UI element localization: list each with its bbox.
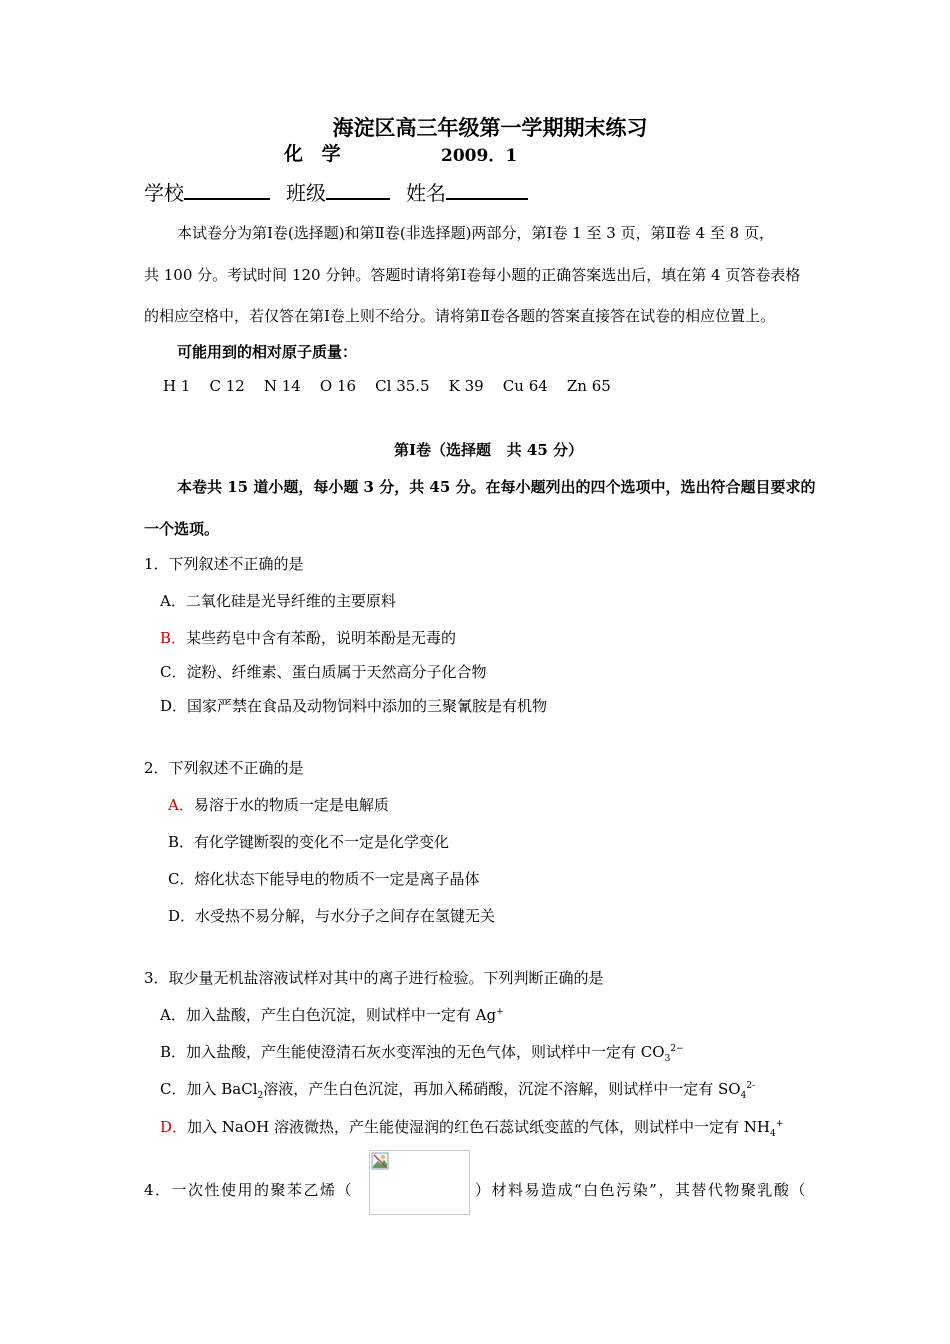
option-text: 淀粉、纤维素、蛋白质属于天然高分子化合物	[186, 663, 487, 681]
question-4-stem-end: ）材料易造成“白色污染”，其替代物聚乳酸（	[475, 1181, 807, 1199]
broken-image-placeholder	[369, 1150, 470, 1215]
option-text: 溶液，产生白色沉淀，再加入稀硝酸，沉淀不溶解，则试样中一定有 SO	[263, 1080, 741, 1098]
option-label: C．	[160, 1080, 187, 1098]
option-text: 二氧化硅是光导纤维的主要原料	[185, 592, 396, 610]
atomic-mass-values: H 1 C 12 N 14 O 16 Cl 35.5 K 39 Cu 64 Zn 65	[163, 377, 611, 395]
question-3-option-a	[160, 1004, 504, 1025]
option-text: 国家严禁在食品及动物饲料中添加的三聚氰胺是有机物	[187, 697, 548, 715]
section-instruction-2: 一个选项。	[144, 520, 220, 538]
formula-subscript: 2	[257, 1091, 264, 1101]
question-1-option-b	[160, 627, 456, 648]
broken-image-icon	[371, 1152, 389, 1170]
option-text: 加入盐酸，产生白色沉淀，则试样中一定有 Ag	[185, 1006, 497, 1024]
section-instruction-1: 本卷共 15 道小题，每小题 3 分，共 45 分。在每小题列出的四个选项中，选出符合题目要求的	[177, 478, 816, 496]
option-text: 加入盐酸，产生能使澄清石灰水变浑浊的无色气体，则试样中一定有 CO	[186, 1043, 665, 1061]
option-label: B．	[168, 833, 195, 851]
option-label: B．	[160, 1043, 187, 1061]
intro-line-2: 共 100 分。考试时间 120 分钟。答题时请将第Ⅰ卷每小题的正确答案选出后，填在第 4 页答卷表格	[144, 266, 801, 284]
subject-label: 化 学	[284, 143, 347, 165]
section-heading: 第Ⅰ卷（选择题 共 45 分）	[394, 441, 584, 459]
question-3-option-b	[160, 1041, 684, 1064]
question-1-option-c	[160, 661, 487, 682]
formula-subscript: 3	[664, 1054, 671, 1064]
question-3-option-c	[160, 1078, 755, 1101]
school-label: 学校	[144, 181, 184, 205]
page-title: 海淀区高三年级第一学期期末练习	[332, 115, 648, 140]
option-label: A．	[160, 592, 186, 610]
intro-line-1: 本试卷分为第Ⅰ卷(选择题)和第Ⅱ卷(非选择题)两部分，第Ⅰ卷 1 至 3 页，第Ⅱ卷 4 至 8 页，	[177, 224, 774, 242]
option-text: 熔化状态下能导电的物质不一定是离子晶体	[194, 870, 480, 888]
formula-subscript: 4	[770, 1129, 776, 1139]
question-3-stem: 3．取少量无机盐溶液试样对其中的离子进行检验。下列判断正确的是	[144, 969, 604, 987]
charge-superscript: +	[496, 1007, 504, 1017]
atomic-mass-title: 可能用到的相对原子质量：	[177, 343, 358, 361]
option-label: D．	[160, 697, 188, 715]
question-3-option-d	[160, 1116, 783, 1139]
student-info-fields	[144, 177, 544, 206]
option-text: 水受热不易分解，与水分子之间存在氢键无关	[195, 907, 496, 925]
class-blank	[326, 180, 390, 200]
charge-superscript: 2−	[670, 1044, 684, 1054]
answer-option-label: B．	[160, 629, 187, 647]
question-1-option-a	[160, 590, 396, 611]
option-text: 有化学键断裂的变化不一定是化学变化	[194, 833, 450, 851]
question-1-stem: 1．下列叙述不正确的是	[144, 555, 304, 573]
option-label: D．	[168, 907, 196, 925]
answer-option-label: A．	[168, 796, 194, 814]
intro-line-3: 的相应空格中，若仅答在第Ⅰ卷上则不给分。请将第Ⅱ卷各题的答案直接答在试卷的相应位置上。	[144, 307, 776, 325]
question-4-stem-start: 4．一次性使用的聚苯乙烯（	[144, 1181, 354, 1199]
question-2-option-c	[168, 868, 480, 889]
name-blank	[446, 180, 528, 200]
option-text: 某些药皂中含有苯酚，说明苯酚是无毒的	[186, 629, 457, 647]
option-label: C．	[160, 663, 187, 681]
question-1-option-d	[160, 695, 547, 716]
option-text: 加入 NaOH 溶液微热，产生能使湿润的红色石蕊试纸变蓝的气体，则试样中一定有 NH	[187, 1118, 770, 1136]
question-2-option-d	[168, 905, 495, 926]
class-label: 班级	[286, 181, 326, 205]
option-label: A．	[160, 1006, 186, 1024]
answer-option-label: D．	[160, 1118, 188, 1136]
exam-date: 2009．1	[441, 146, 518, 166]
school-blank	[184, 180, 270, 200]
option-text: 加入 BaCl	[186, 1080, 258, 1098]
question-2-option-a	[168, 794, 389, 815]
charge-superscript: 2-	[746, 1081, 756, 1091]
name-label: 姓名	[406, 181, 446, 205]
question-2-stem: 2．下列叙述不正确的是	[144, 759, 304, 777]
option-text: 易溶于水的物质一定是电解质	[193, 796, 389, 814]
option-label: C．	[168, 870, 195, 888]
charge-superscript: +	[775, 1119, 784, 1129]
formula-subscript: 4	[740, 1091, 747, 1101]
question-2-option-b	[168, 831, 449, 852]
